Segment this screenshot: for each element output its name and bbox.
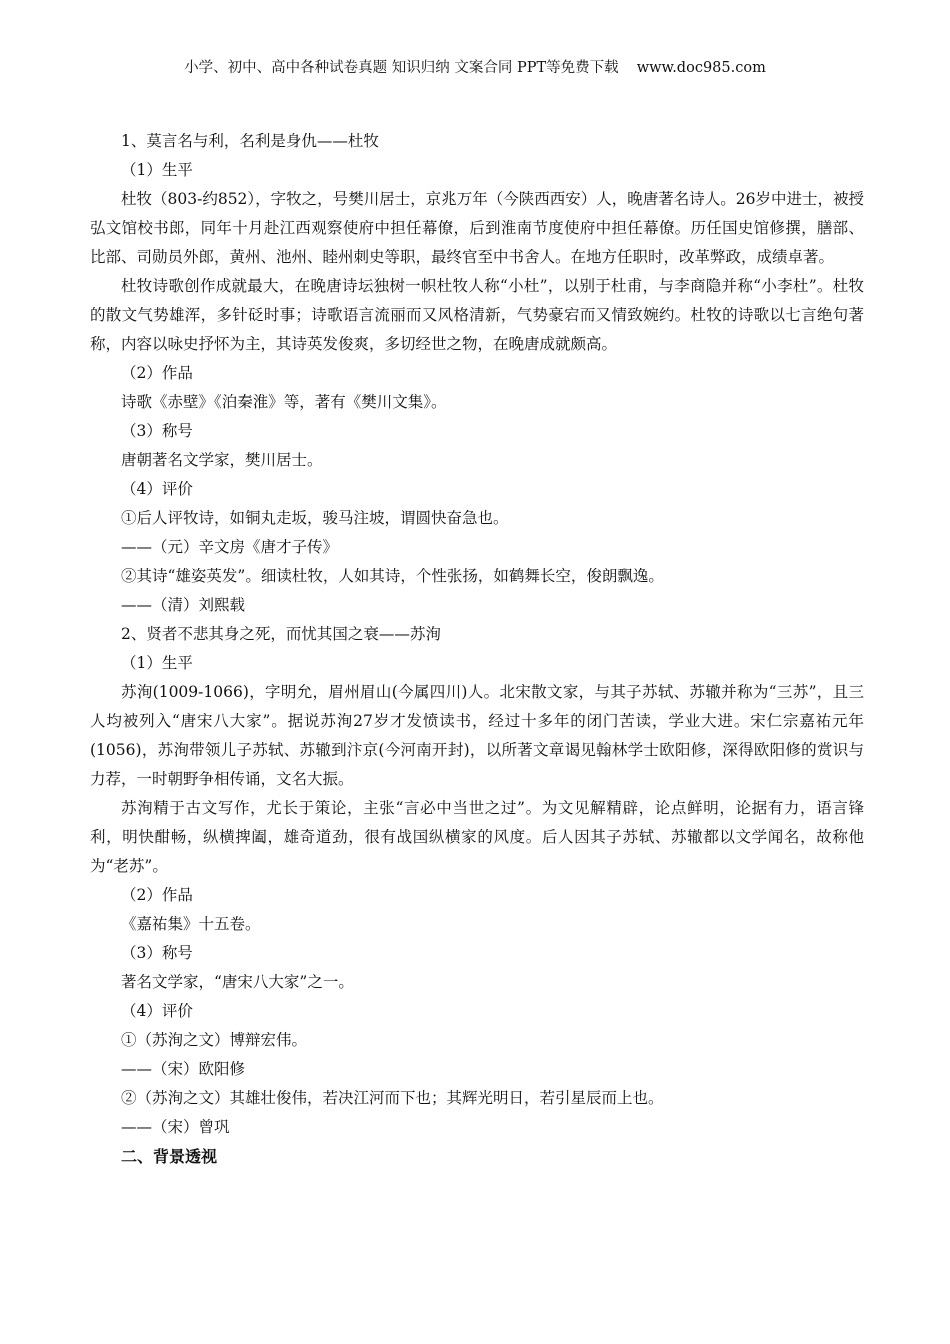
subheading-title: （3）称号 — [121, 422, 193, 440]
paragraph: 杜牧诗歌创作成就最大，在晚唐诗坛独树一帜杜牧人称“小杜”，以别于杜甫，与李商隐并称“小李杜”。杜牧的散文气势雄浑，多针砭时事；诗歌语言流丽而又风格清新，气势豪宕而又情致婉约。杜牧的诗歌以七言绝句著称，内容以咏史抒怀为主，其诗英发俊爽，多切经世之物，在晚唐成就颇高。 — [90, 277, 864, 353]
header-site: www.doc985.com — [636, 60, 766, 76]
evaluation-source: ——（元）辛文房《唐才子传》 — [121, 538, 339, 556]
subheading-evaluation: （4）评价 — [121, 1002, 193, 1020]
paragraph: 杜牧（803-约852），字牧之，号樊川居士，京兆万年（今陕西西安）人，晚唐著名诗人。26岁中进士，被授弘文馆校书郎，同年十月赴江西观察使府中担任幕僚，后到淮南节度使府中担任幕僚。历任国史馆修撰，膳部、比部、司勋员外郎，黄州、池州、睦州刺史等职，最终官至中书舍人。在地方任职时，改革弊政，成绩卓著。 — [90, 190, 864, 266]
honorific-text: 著名文学家，“唐宋八大家”之一。 — [121, 973, 354, 991]
subheading-works: （2）作品 — [121, 364, 193, 382]
subheading-works: （2）作品 — [121, 886, 193, 904]
subheading-life: （1）生平 — [121, 161, 193, 179]
subheading-title: （3）称号 — [121, 944, 193, 962]
section-title: 2、贤者不悲其身之死，而忧其国之衰——苏洵 — [121, 625, 441, 643]
page-header — [0, 56, 950, 80]
evaluation-quote: ②其诗“雄姿英发”。细读杜牧，人如其诗，个性张扬，如鹤舞长空，俊朗飘逸。 — [121, 567, 664, 585]
evaluation-source: ——（宋）欧阳修 — [121, 1060, 246, 1078]
evaluation-quote: ①后人评牧诗，如铜丸走坂，骏马注坡，谓圆快奋急也。 — [121, 509, 509, 527]
header-text: 小学、初中、高中各种试卷真题 知识归纳 文案合同 PPT等免费下载 — [184, 60, 619, 76]
subheading-evaluation: （4）评价 — [121, 480, 193, 498]
next-section-heading: 二、背景透视 — [121, 1147, 218, 1166]
paragraph: 苏洵精于古文写作，尤长于策论，主张“言必中当世之过”。为文见解精辟，论点鲜明，论据有力，语言锋利，明快酣畅，纵横捭阖，雄奇道劲，很有战国纵横家的风度。后人因其子苏轼、苏辙都以文学闻名，故称他为“老苏”。 — [90, 799, 864, 875]
subheading-life: （1）生平 — [121, 654, 193, 672]
evaluation-quote: ②（苏洵之文）其雄壮俊伟，若决江河而下也；其辉光明日，若引星辰而上也。 — [121, 1089, 664, 1107]
evaluation-source: ——（宋）曾巩 — [121, 1118, 230, 1136]
honorific-text: 唐朝著名文学家，樊川居士。 — [121, 451, 323, 469]
section-title: 1、莫言名与利，名利是身仇——杜牧 — [121, 132, 379, 150]
paragraph: 苏洵(1009-1066)，字明允，眉州眉山(今属四川)人。北宋散文家，与其子苏轼、苏辙并称为“三苏”，且三人均被列入“唐宋八大家”。据说苏洵27岁才发愤读书，经过十多年的闭门苦读，学业大进。宋仁宗嘉祐元年(1056)，苏洵带领儿子苏轼、苏辙到汴京(今河南开封)，以所著文章谒见翰林学士欧阳修，深得欧阳修的赏识与力荐，一时朝野争相传诵，文名大振。 — [90, 683, 864, 788]
evaluation-quote: ①（苏洵之文）博辩宏伟。 — [121, 1031, 308, 1049]
evaluation-source: ——（清）刘熙载 — [121, 596, 246, 614]
document-body — [90, 127, 864, 1171]
works-text: 《嘉祐集》十五卷。 — [121, 915, 261, 933]
works-text: 诗歌《赤壁》《泊秦淮》等，著有《樊川文集》。 — [121, 393, 447, 411]
